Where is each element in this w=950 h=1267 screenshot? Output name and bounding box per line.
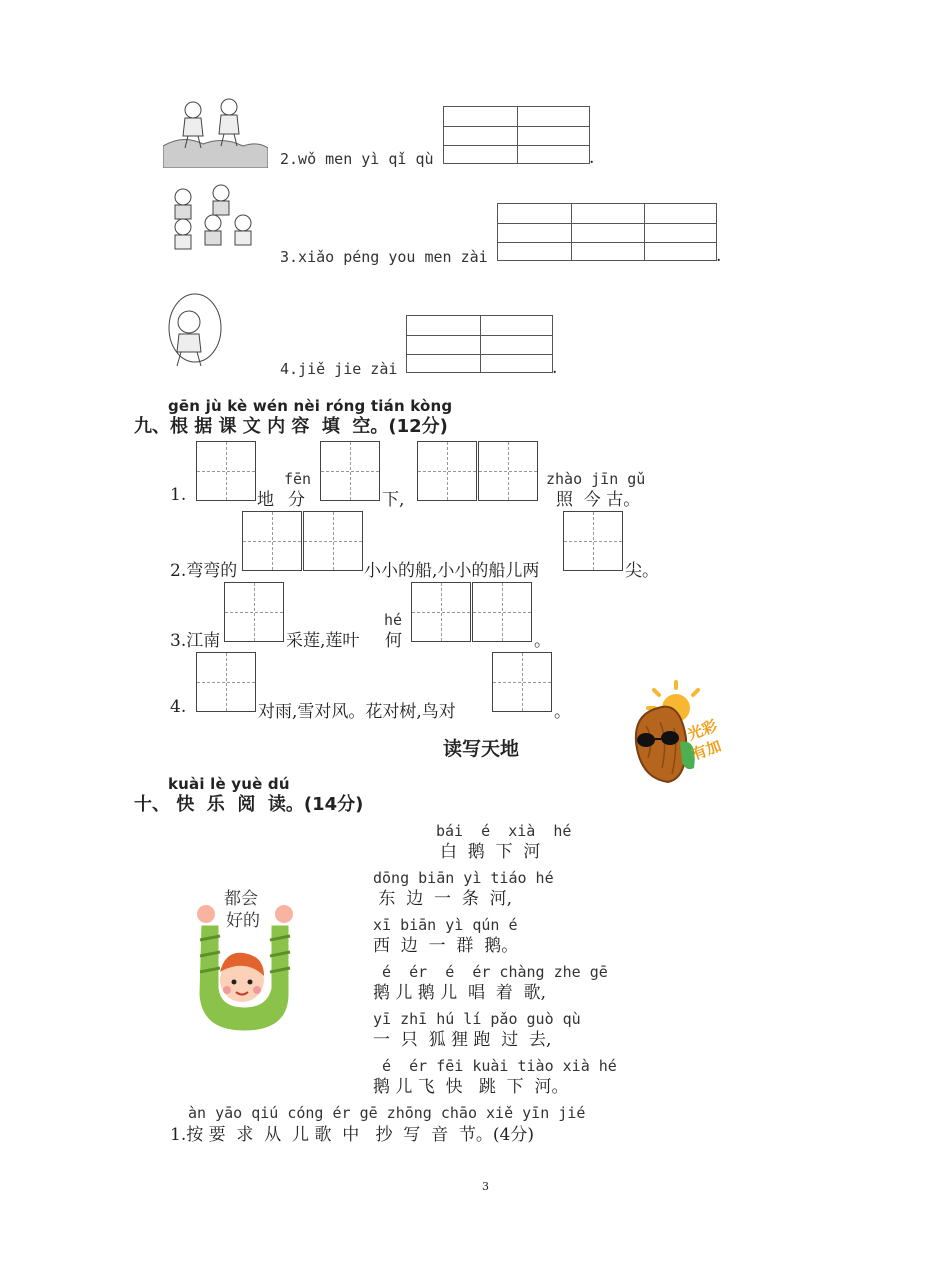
q9-l2-box2[interactable] (303, 511, 363, 571)
q9-l2-text-jian: 尖。 (625, 561, 659, 581)
q9-l1-text-zhao: 照 今 古。 (556, 490, 641, 510)
q9-l3-text-he: 何 (385, 631, 402, 651)
q8-item4-pinyin: 4.jiě jie zài (280, 360, 398, 378)
q9-l3-box3[interactable] (472, 582, 532, 642)
q10-1-pinyin: àn yāo qiú cóng ér gē zhōng chāo xiě yīn jié (188, 1104, 586, 1122)
q9-l2-text-chuan: 小小的船,小小的船儿两 (364, 561, 540, 581)
section-title: 读写天地 (443, 738, 520, 760)
poem-title: 白 鹅 下 河 (440, 842, 541, 862)
q9-l4-box1[interactable] (196, 652, 256, 712)
poem-line5-pinyin: é ér fēi kuài tiào xià hé (373, 1057, 617, 1075)
q8-item3-end: . (716, 246, 722, 266)
q8-item2-pinyin: 2.wǒ men yì qǐ qù (280, 150, 434, 168)
sticker1-text-top: 光彩 (685, 716, 720, 744)
q9-title: 九、根 据 课 文 内 容 填 空。(12分) (134, 416, 448, 437)
q9-l1-box4[interactable] (478, 441, 538, 501)
q9-l4-end: 。 (554, 702, 571, 722)
q9-l1-box1[interactable] (196, 441, 256, 501)
q9-l2-box3[interactable] (563, 511, 623, 571)
children-playing-illustration (163, 183, 263, 263)
q8-item2-writing-grid[interactable] (443, 106, 590, 164)
q9-l4-box2[interactable] (492, 652, 552, 712)
q8-item4-end: . (552, 358, 558, 378)
q9-l2-text-wanwan: 2.弯弯的 (170, 561, 238, 581)
sticker1-text-bottom: 有加 (689, 736, 724, 764)
q9-l1-box2[interactable] (320, 441, 380, 501)
q8-item2-end: . (589, 148, 595, 168)
q9-l4-text-duiyu: 对雨,雪对风。花对树,鸟对 (258, 702, 456, 722)
hiking-children-illustration (163, 96, 268, 168)
q9-l2-box1[interactable] (242, 511, 302, 571)
q9-l1-text-xia: 下, (382, 490, 405, 510)
poem-title-pinyin: bái é xià hé (436, 822, 572, 840)
q9-l1-box3[interactable] (417, 441, 477, 501)
q8-item3-writing-grid[interactable] (497, 203, 717, 261)
q9-l1-text-fen: 分 (288, 490, 305, 510)
poem-line3-pinyin: é ér é ér chàng zhe gē (373, 963, 608, 981)
q9-l1-text-di: 地 (257, 490, 274, 510)
poem-line2: 西 边 一 群 鹅。 (373, 936, 519, 956)
poem-line4-pinyin: yī zhī hú lí pǎo guò qù (373, 1010, 581, 1028)
q8-item4-writing-grid[interactable] (406, 315, 553, 373)
q9-l1-number: 1. (170, 485, 187, 505)
poem-line1: 东 边 一 条 河, (373, 889, 513, 909)
cheering-boy-sticker (186, 884, 306, 1034)
q10-title: 十、 快 乐 阅 读。(14分) (134, 794, 364, 815)
sticker2-text-top: 都会 (224, 889, 258, 909)
sticker2-text-bottom: 好的 (226, 911, 260, 931)
q9-l1-pinyin-fen: fēn (284, 470, 312, 488)
q9-l4-number: 4. (170, 697, 187, 717)
page-number: 3 (482, 1180, 489, 1193)
q9-l1-pinyin-zhao: zhào jīn gǔ (546, 470, 646, 488)
q9-l3-box2[interactable] (411, 582, 471, 642)
q8-item3-pinyin: 3.xiǎo péng you men zài (280, 248, 488, 266)
poem-line2-pinyin: xī biān yì qún é (373, 916, 518, 934)
q9-l3-end: 。 (534, 631, 551, 651)
q9-l3-box1[interactable] (224, 582, 284, 642)
poem-line5: 鹅 儿 飞 快 跳 下 河。 (373, 1077, 569, 1097)
girl-jumping-rope-illustration (165, 292, 225, 372)
q10-1-text: 1.按 要 求 从 儿 歌 中 抄 写 音 节。(4分) (170, 1125, 534, 1145)
q9-l3-text-jiangnan: 3.江南 (170, 631, 221, 651)
q9-l3-text-cailian: 采莲,莲叶 (286, 631, 360, 651)
q9-title-pinyin: gēn jù kè wén nèi róng tián kòng (168, 397, 453, 415)
poem-line4: 一 只 狐 狸 跑 过 去, (373, 1030, 552, 1050)
almond-sunglasses-sticker (628, 678, 748, 788)
q9-l3-pinyin-he: hé (384, 611, 403, 629)
poem-line3: 鹅 儿 鹅 儿 唱 着 歌, (373, 983, 547, 1003)
poem-line1-pinyin: dōng biān yì tiáo hé (373, 869, 554, 887)
q10-title-pinyin: kuài lè yuè dú (168, 775, 290, 793)
